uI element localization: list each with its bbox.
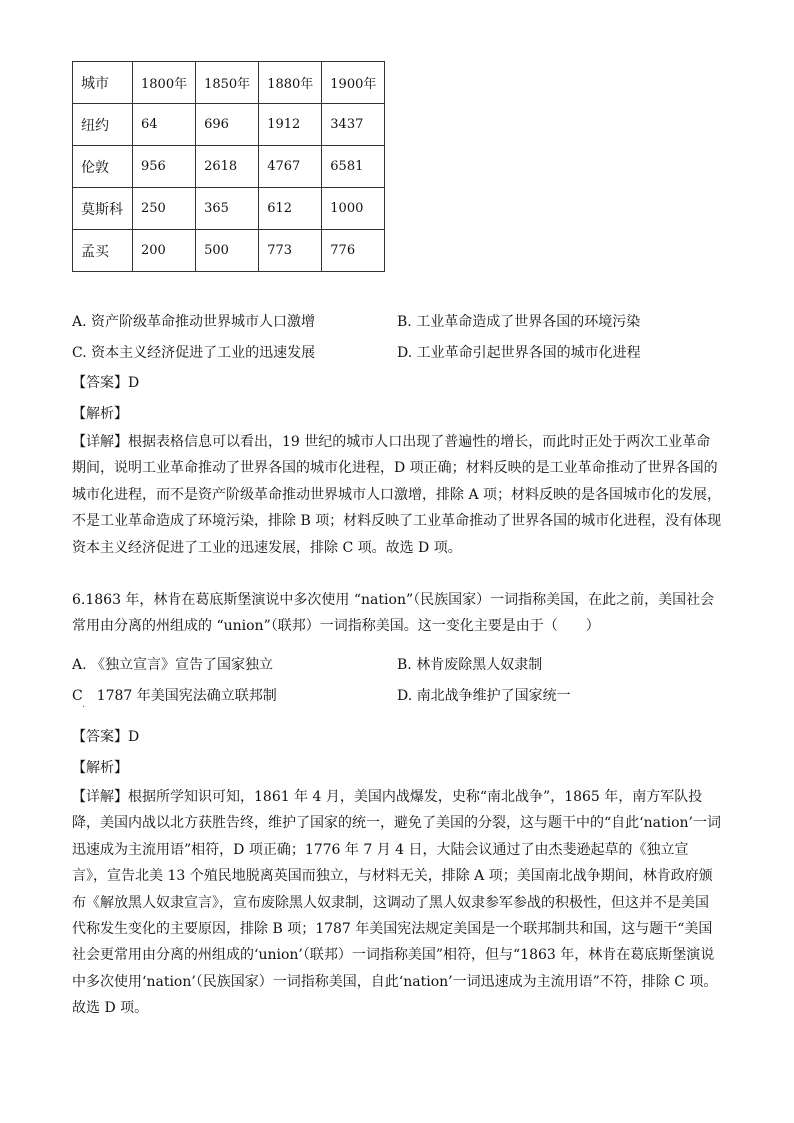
q6-option-c: C 1787 年美国宪法确立联邦制	[72, 688, 277, 704]
table-cell: 1880年	[259, 62, 322, 104]
table-cell: 6581	[322, 146, 385, 188]
table-cell: 1912	[259, 104, 322, 146]
table-row	[73, 188, 385, 230]
table-cell: 4767	[259, 146, 322, 188]
q5-options-row-1	[72, 311, 752, 333]
table-cell: 2618	[196, 146, 259, 188]
table-cell: 64	[133, 104, 196, 146]
q6-option-a: A. 《独立宣言》宣告了国家独立	[72, 657, 274, 673]
city-population-table	[72, 61, 385, 272]
table-header-row	[73, 62, 385, 104]
stray-mark: ·	[82, 702, 86, 713]
table-cell: 612	[259, 188, 322, 230]
q6-options-row-2	[72, 685, 752, 707]
city-population-table-wrap	[72, 61, 385, 272]
table-cell: 250	[133, 188, 196, 230]
q5-options-row-2	[72, 342, 752, 364]
table-cell: 200	[133, 230, 196, 272]
table-cell: 365	[196, 188, 259, 230]
table-cell: 纽约	[73, 104, 133, 146]
table-cell: 776	[322, 230, 385, 272]
q6-option-d: D. 南北战争维护了国家统一	[397, 688, 571, 704]
q5-option-b: B. 工业革命造成了世界各国的环境污染	[397, 314, 641, 330]
table-cell: 伦敦	[73, 146, 133, 188]
q6-option-b: B. 林肯废除黑人奴隶制	[397, 657, 543, 673]
table-cell: 956	[133, 146, 196, 188]
table-cell: 孟买	[73, 230, 133, 272]
q6-options-row-1	[72, 654, 752, 676]
q5-option-c: C. 资本主义经济促进了工业的迅速发展	[72, 345, 316, 361]
table-cell: 3437	[322, 104, 385, 146]
table-cell: 莫斯科	[73, 188, 133, 230]
q5-detail-paragraph: 【详解】根据表格信息可以看出，19 世纪的城市人口出现了普遍性的增长，而此时正处于两次工业革命期间，说明工业革命推动了世界各国的城市化进程，D 项正确；材料反映的是工业革命推动了世界各国的城市化进程，而不是资产阶级革命推动世界城市人口激增，排除 A 项；材料反映的是各国城市化的发展，不是工业革命造成了环境污染，排除 B 项；材料反映了工业革命推动了世界各国的城市化进程，没有体现资本主义经济促进了工业的迅速发展，排除 C 项。故选 D 项。	[72, 434, 722, 556]
q6-answer: 【答案】D	[72, 729, 140, 745]
table-row	[73, 146, 385, 188]
q5-analysis-label: 【解析】	[72, 406, 128, 422]
table-cell: 1000	[322, 188, 385, 230]
table-cell: 1850年	[196, 62, 259, 104]
q6-stem: 6.1863 年，林肯在葛底斯堡演说中多次使用 “nation”（民族国家）一词指称美国，在此之前，美国社会常用由分离的州组成的 “union”（联邦）一词指称美国。这一变化主要是由于（ ）	[72, 592, 715, 635]
q6-detail-paragraph: 【详解】根据所学知识可知，1861 年 4 月，美国内战爆发，史称“南北战争”，1865 年，南方军队投降，美国内战以北方获胜告终，维护了国家的统一，避免了美国的分裂，这与题干中的“自此‘nation’一词迅速成为主流用语”相符，D 项正确；1776 年 7 月 4 日，大陆会议通过了由杰斐逊起草的《独立宣言》，宣告北美 13 个殖民地脱离英国而独立，与材料无关，排除 A 项；美国南北战争期间，林肯政府颁布《解放黑人奴隶宣言》，宣布废除黑人奴隶制，这调动了黑人奴隶参军参战的积极性，但这并不是美国代称发生变化的主要原因，排除 B 项；1787 年美国宪法规定美国是一个联邦制共和国，这与题干“美国社会更常用由分离的州组成的‘union’（联邦）一词指称美国”相符，但与“1863 年，林肯在葛底斯堡演说中多次使用‘nation’（民族国家）一词指称美国，自此‘nation’一词迅速成为主流用语”不符，排除 C 项。故选 D 项。	[72, 789, 721, 1017]
table-cell: 500	[196, 230, 259, 272]
q5-answer: 【答案】D	[72, 375, 140, 391]
table-cell: 1800年	[133, 62, 196, 104]
table-row	[73, 230, 385, 272]
table-cell: 城市	[73, 62, 133, 104]
q6-analysis-label: 【解析】	[72, 760, 128, 776]
q5-option-a: A. 资产阶级革命推动世界城市人口激增	[72, 314, 316, 330]
q5-option-d: D. 工业革命引起世界各国的城市化进程	[397, 345, 641, 361]
table-row	[73, 104, 385, 146]
table-cell: 696	[196, 104, 259, 146]
table-cell: 773	[259, 230, 322, 272]
table-cell: 1900年	[322, 62, 385, 104]
